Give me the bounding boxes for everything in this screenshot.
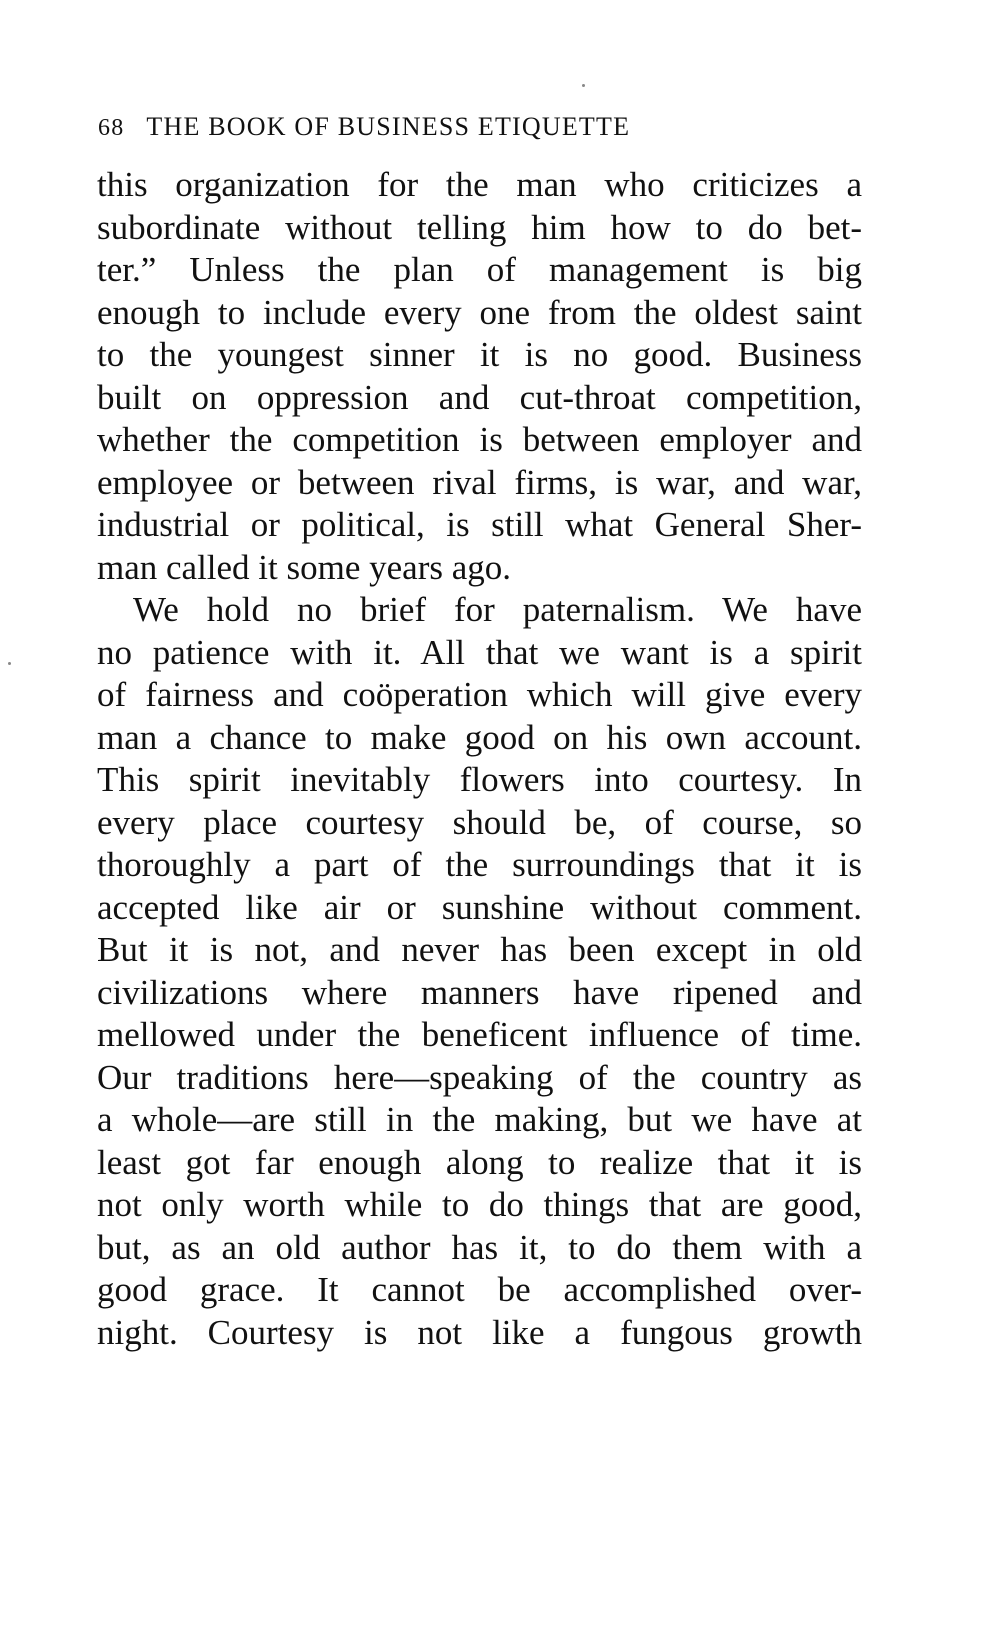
- text-line: accepted like air or sunshine without comment.: [97, 887, 862, 927]
- paragraph-1: [97, 164, 862, 589]
- text-line: subordinate without telling him how to do bet-: [97, 207, 862, 247]
- text-line: ter.” Unless the plan of management is big: [97, 250, 862, 289]
- paragraph-2: [97, 589, 862, 1354]
- body-text: [97, 164, 862, 1354]
- page-number: 68: [98, 115, 125, 141]
- text-line: employee or between rival firms, is war, and war,: [97, 462, 862, 502]
- text-line: good grace. It cannot be accomplished over-: [97, 1270, 862, 1309]
- text-line: least got far enough along to realize that it is: [97, 1142, 862, 1182]
- text-line: not only worth while to do things that are good,: [97, 1185, 862, 1224]
- text-line: man called it some years ago.: [97, 547, 512, 587]
- text-line: built on oppression and cut-throat competition,: [97, 377, 862, 417]
- text-line: Our traditions here—speaking of the country as: [97, 1057, 862, 1097]
- paper-speck: [8, 662, 11, 665]
- text-line: night. Courtesy is not like a fungous growth: [97, 1312, 862, 1352]
- text-line: But it is not, and never has been except in old: [97, 930, 862, 969]
- text-line: civilizations where manners have ripened and: [97, 972, 862, 1012]
- text-line: a whole—are still in the making, but we have at: [97, 1100, 862, 1139]
- text-line: this organization for the man who criticizes a: [97, 165, 862, 204]
- text-line: to the youngest sinner it is no good. Business: [97, 335, 862, 374]
- text-line: enough to include every one from the oldest saint: [97, 292, 862, 332]
- text-line: thoroughly a part of the surroundings that it is: [97, 845, 862, 884]
- text-line: every place courtesy should be, of course, so: [97, 802, 862, 842]
- text-line: whether the competition is between employer and: [97, 420, 862, 459]
- text-line: of fairness and coöperation which will give every: [97, 675, 862, 714]
- running-header: [98, 112, 858, 148]
- text-line: no patience with it. All that we want is a spirit: [97, 632, 862, 672]
- running-title: THE BOOK OF BUSINESS ETIQUETTE: [146, 112, 631, 141]
- text-line: industrial or political, is still what General Sher-: [97, 505, 862, 544]
- text-line: man a chance to make good on his own account.: [97, 717, 862, 757]
- text-line: This spirit inevitably flowers into courtesy. In: [97, 760, 862, 799]
- paper-speck: [582, 84, 585, 87]
- text-line: but, as an old author has it, to do them with a: [97, 1227, 862, 1267]
- text-line: mellowed under the beneficent influence of time.: [97, 1015, 862, 1054]
- text-line: We hold no brief for paternalism. We have: [133, 590, 862, 629]
